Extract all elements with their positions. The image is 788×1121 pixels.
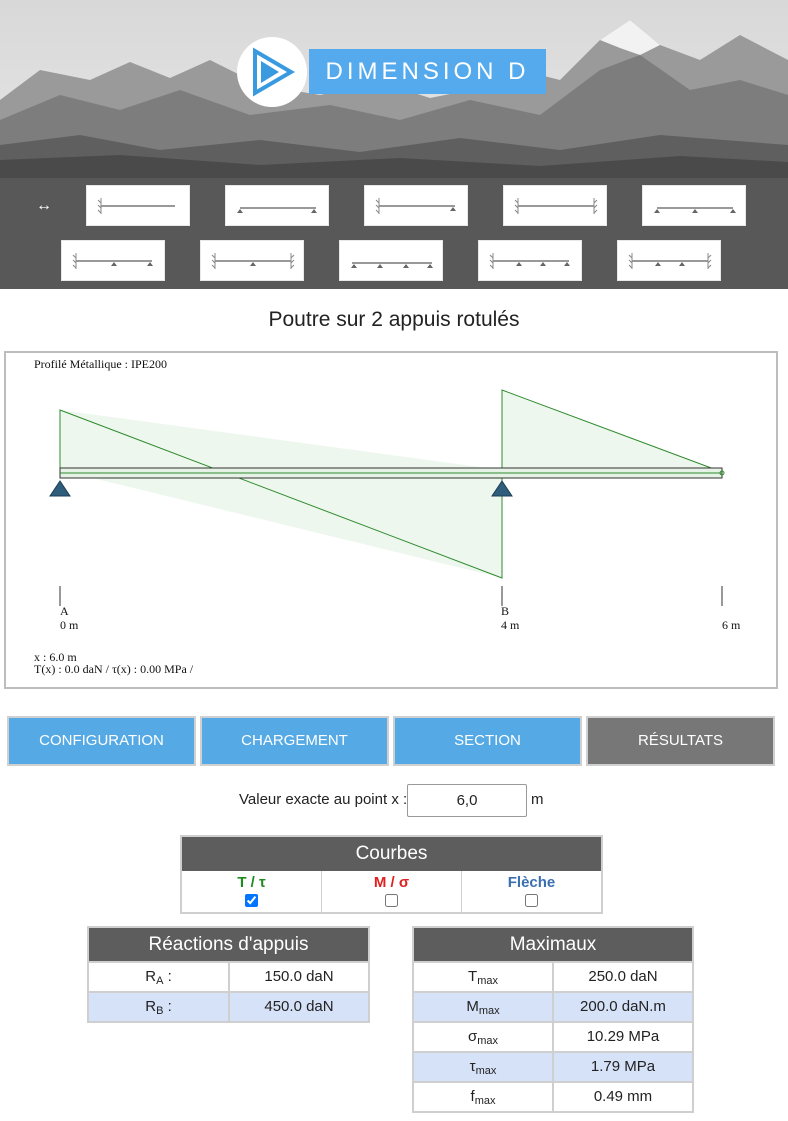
beam-diagram[interactable] — [4, 351, 778, 689]
courbes-table — [180, 835, 603, 914]
reaction-value: 150.0 daN — [264, 968, 334, 985]
maximaux-table — [412, 926, 694, 1113]
brand-title: DIMENSION D — [309, 49, 546, 94]
max-value: 1.79 MPa — [590, 1058, 656, 1075]
table-row — [89, 961, 368, 991]
reaction-symbol: $R_A$ : — [89, 963, 230, 991]
table-row — [414, 1051, 692, 1081]
beam-type-fixed-multi-fixed[interactable] — [617, 240, 721, 281]
max-symbol: $f_{max}$ — [414, 1083, 554, 1111]
maximaux-title: Maximaux — [414, 928, 692, 961]
table-row — [414, 991, 692, 1021]
shear-diagram-canvas — [6, 353, 776, 687]
end-position: 6 m — [722, 618, 741, 632]
support-b-position: 4 m — [501, 618, 520, 632]
checkbox-moment[interactable] — [385, 894, 398, 907]
exact-value-unit: m — [531, 791, 544, 808]
logo[interactable] — [237, 37, 307, 107]
readout-values: T(x) : 0.0 daN / τ(x) : 0.00 MPa / — [34, 662, 194, 676]
courbe-option-shear[interactable] — [182, 871, 322, 912]
max-value: 0.49 mm — [593, 1088, 653, 1105]
beam-type-fixed-support[interactable] — [364, 185, 468, 226]
header-banner — [0, 0, 788, 178]
beam-type-fixed-fixed[interactable] — [503, 185, 607, 226]
courbe-label-moment: M / σ — [373, 874, 410, 891]
profile-label: Profilé Métallique : IPE200 — [34, 357, 167, 371]
max-symbol: $M_{max}$ — [414, 993, 554, 1021]
beam-thumbnail-icon — [365, 186, 469, 227]
beam-thumbnail-icon — [87, 186, 191, 227]
x-position-input[interactable] — [407, 784, 527, 817]
table-row — [414, 1021, 692, 1051]
beam-type-four-supports[interactable] — [339, 240, 443, 281]
support-b-label: B — [501, 604, 510, 618]
support-a-label: A — [60, 604, 69, 618]
table-row — [89, 991, 368, 1021]
courbe-option-moment[interactable] — [322, 871, 462, 912]
beam-thumbnail-icon — [618, 241, 722, 282]
max-value: 200.0 daN.m — [580, 998, 666, 1015]
beam-thumbnail-icon — [340, 241, 444, 282]
beam-thumbnail-icon — [201, 241, 305, 282]
max-value: 250.0 daN — [588, 968, 658, 985]
beam-type-fixed-two-supports[interactable] — [61, 240, 165, 281]
tab-configuration[interactable]: CONFIGURATION — [7, 716, 196, 766]
courbe-label-deflection: Flèche — [507, 874, 556, 891]
beam-thumbnail-icon — [479, 241, 583, 282]
max-symbol: $T_{max}$ — [414, 963, 554, 991]
tab-resultats[interactable]: RÉSULTATS — [586, 716, 775, 766]
support-a-position: 0 m — [60, 618, 79, 632]
reaction-value: 450.0 daN — [264, 998, 334, 1015]
max-symbol: $\sigma_{max}$ — [414, 1023, 554, 1051]
play-triangle-icon — [249, 47, 295, 97]
reaction-symbol: $R_B$ : — [89, 993, 230, 1021]
courbe-label-shear: T / τ — [237, 874, 266, 891]
courbes-title: Courbes — [182, 837, 601, 871]
double-arrow-icon[interactable]: ↔ — [36, 197, 52, 214]
table-row — [414, 1081, 692, 1111]
table-row — [414, 961, 692, 991]
reactions-table — [87, 926, 370, 1023]
beam-thumbnail-icon — [62, 241, 166, 282]
checkbox-shear[interactable] — [245, 894, 258, 907]
beam-type-two-supports[interactable] — [225, 185, 329, 226]
courbe-option-deflection[interactable] — [462, 871, 601, 912]
checkbox-deflection[interactable] — [525, 894, 538, 907]
readout-x: x : 6.0 m — [34, 650, 77, 664]
beam-type-three-supports[interactable] — [642, 185, 746, 226]
page-title: Poutre sur 2 appuis rotulés — [268, 308, 520, 331]
max-value: 10.29 MPa — [586, 1028, 660, 1045]
beam-type-fixed-support-fixed[interactable] — [200, 240, 304, 281]
beam-type-fixed-three-supports[interactable] — [478, 240, 582, 281]
beam-type-cantilever-left[interactable] — [86, 185, 190, 226]
support-a-icon — [50, 481, 70, 496]
tab-section[interactable]: SECTION — [393, 716, 582, 766]
beam-thumbnail-icon — [504, 186, 608, 227]
tab-chargement[interactable]: CHARGEMENT — [200, 716, 389, 766]
beam-thumbnail-icon — [643, 186, 747, 227]
max-symbol: $\tau_{max}$ — [414, 1053, 554, 1081]
reactions-title: Réactions d'appuis — [89, 928, 368, 961]
exact-value-label: Valeur exacte au point x : — [239, 791, 408, 808]
beam-thumbnail-icon — [226, 186, 330, 227]
